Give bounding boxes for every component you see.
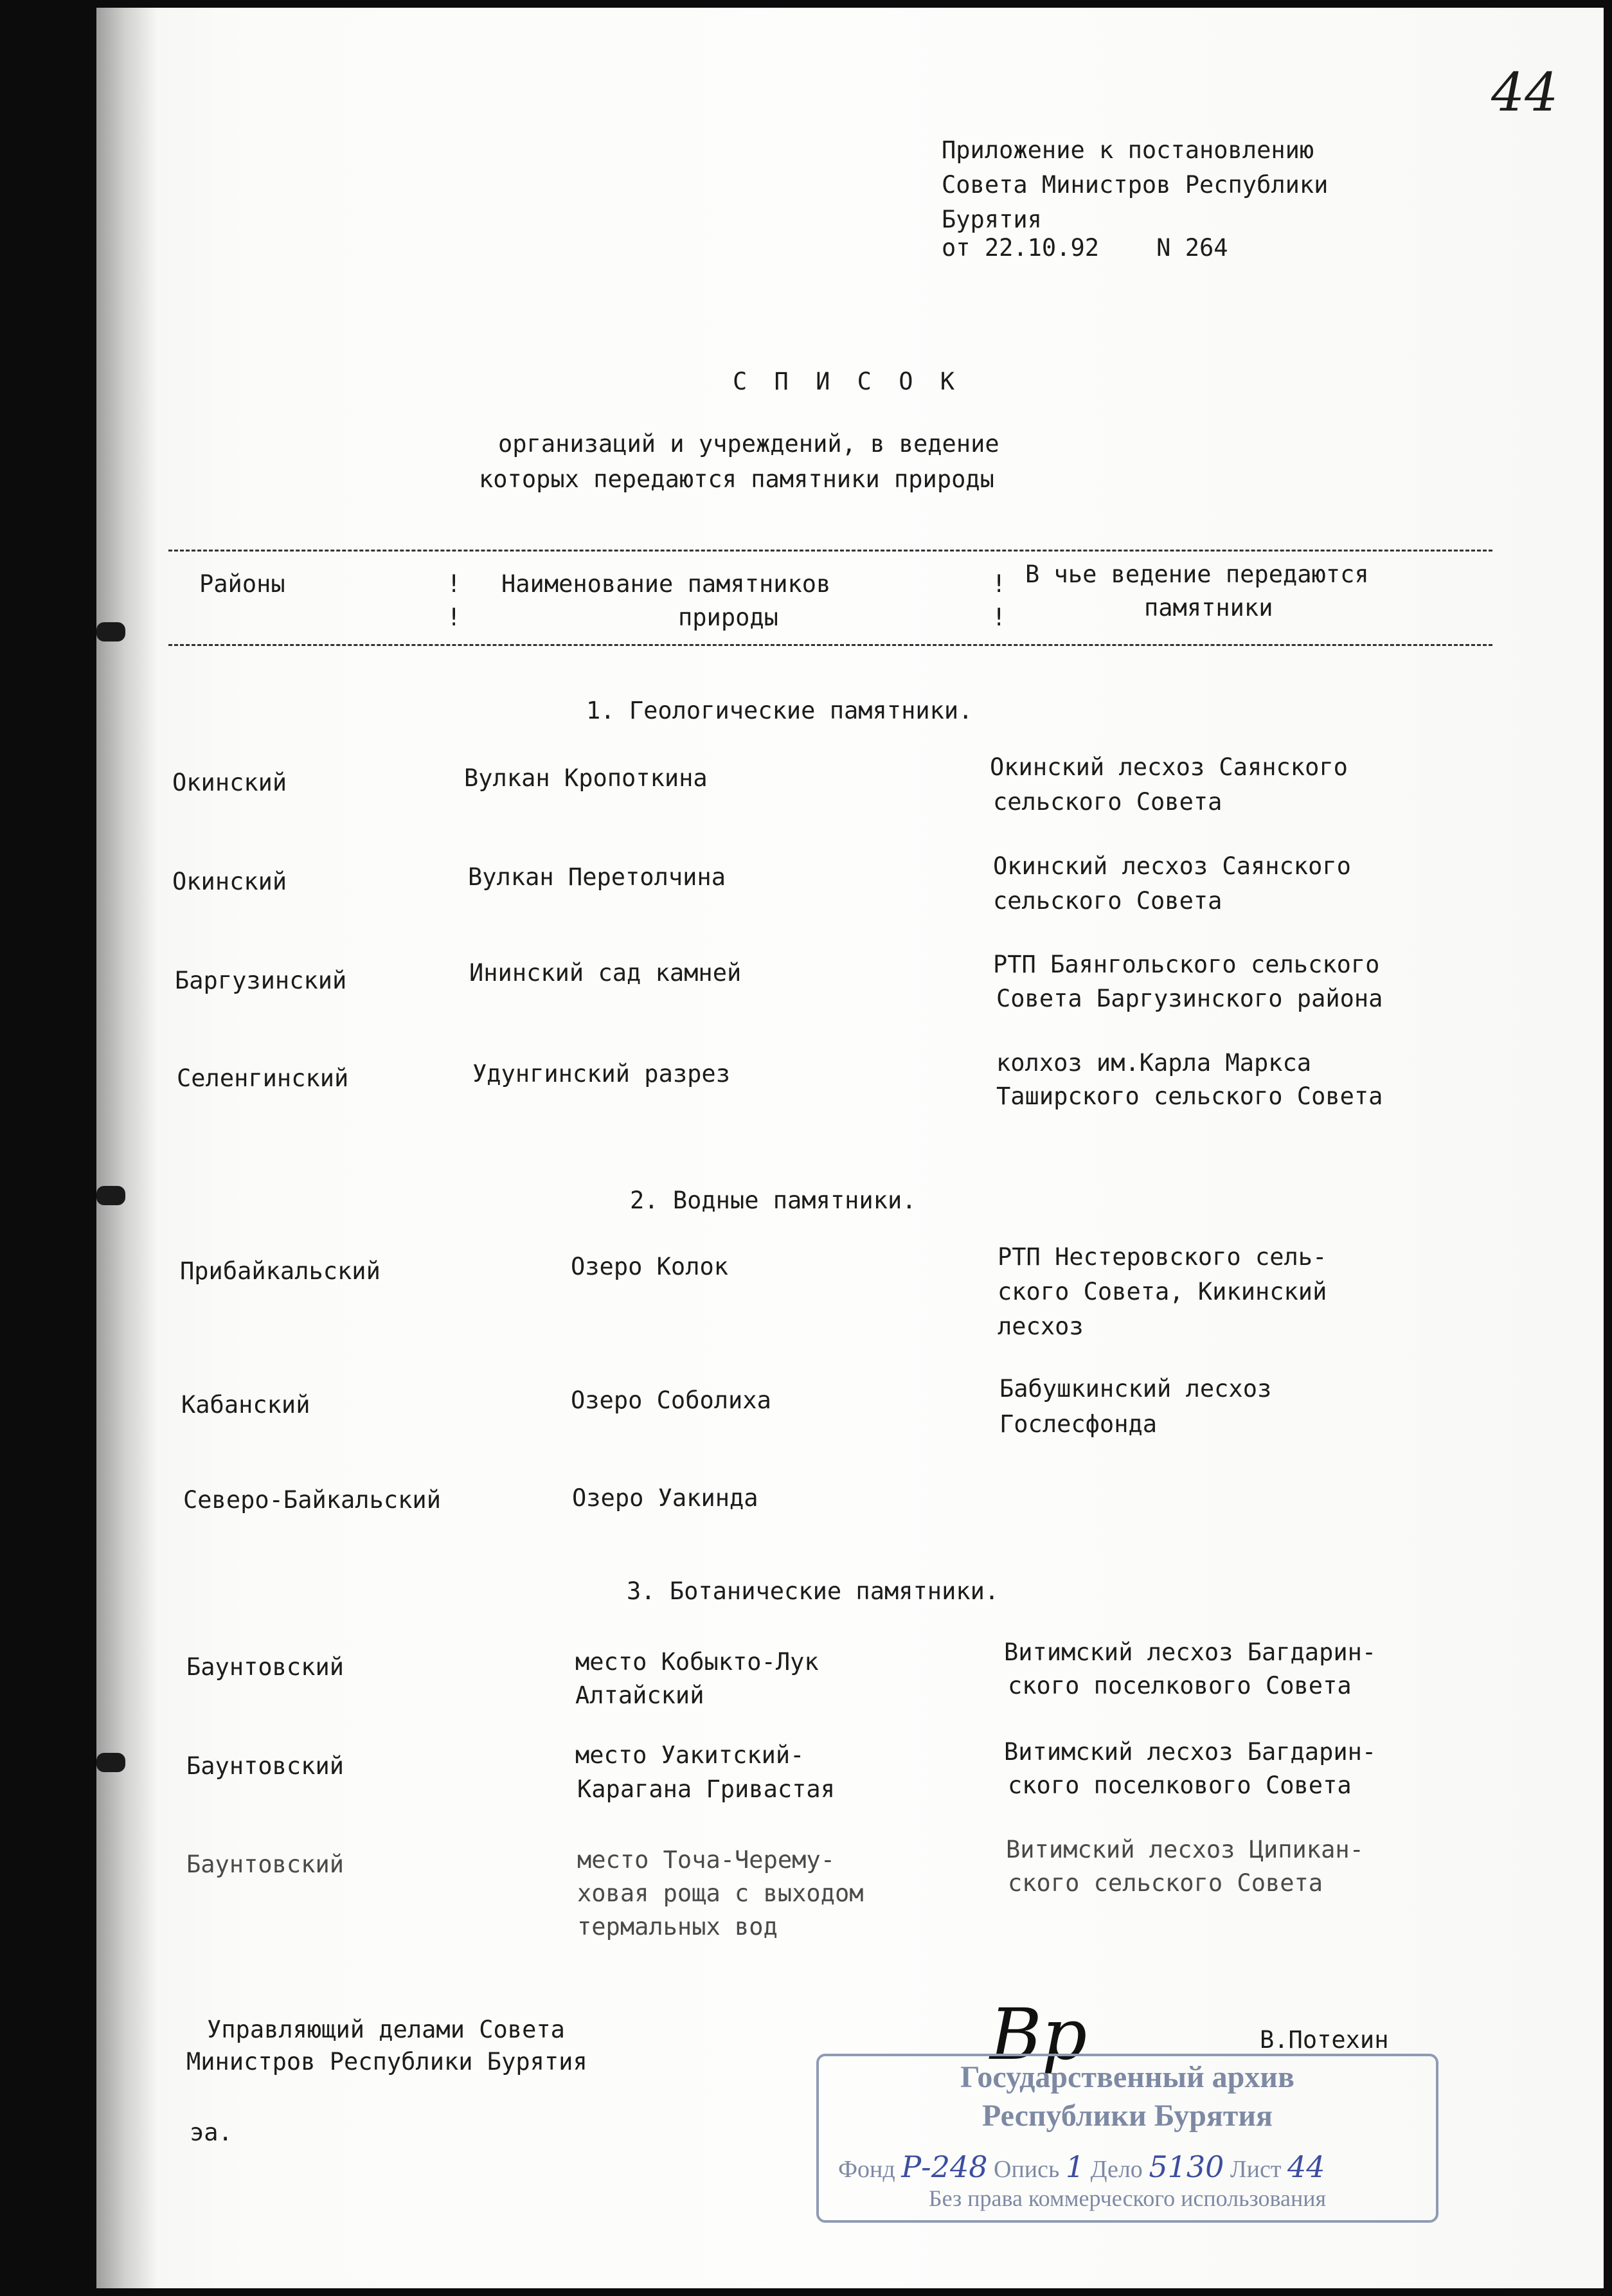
- stamp-list-label: Лист: [1230, 2156, 1282, 2183]
- binding-ring: [96, 1186, 125, 1205]
- district-cell: Баунтовский: [186, 1851, 345, 1878]
- section-title: 3. Ботанические памятники.: [627, 1577, 999, 1605]
- monument-cell: место Кобыкто-Лук: [575, 1648, 819, 1676]
- stamp-delo-value: 5130: [1149, 2149, 1224, 2184]
- appendix-line: Приложение к постановлению: [942, 136, 1314, 164]
- organization-cell: Таширского сельского Совета: [996, 1082, 1383, 1110]
- organization-cell: ского Совета, Кикинский: [998, 1278, 1327, 1305]
- organization-cell: РТП Баянгольского сельского: [993, 951, 1380, 978]
- organization-cell: ского поселкового Совета: [1008, 1771, 1352, 1799]
- organization-cell: Совета Баргузинского района: [996, 985, 1383, 1012]
- header-col-monument: Наименование памятников: [501, 570, 831, 598]
- stamp-reference-row: [838, 2149, 1325, 2184]
- section-title: 1. Геологические памятники.: [586, 697, 973, 724]
- district-cell: Окинский: [172, 769, 287, 796]
- signatory-position: Управляющий делами Совета: [207, 2016, 565, 2043]
- monument-cell: Озеро Уакинда: [572, 1484, 758, 1512]
- monument-cell: Озеро Колок: [571, 1253, 729, 1280]
- stamp-fond-label: Фонд: [838, 2156, 895, 2183]
- monument-cell: Удунгинский разрез: [472, 1060, 730, 1088]
- monument-cell: место Уакитский-: [575, 1741, 805, 1769]
- stamp-usage-note: Без права коммерческого использования: [928, 2185, 1327, 2211]
- monument-cell: место Точа-Черему-: [577, 1846, 835, 1874]
- organization-cell: Бабушкинский лесхоз: [999, 1375, 1272, 1403]
- monument-cell: Озеро Соболиха: [571, 1386, 771, 1414]
- typist-initials: эа.: [190, 2119, 233, 2146]
- district-cell: Баунтовский: [186, 1752, 345, 1780]
- stamp-delo-label: Дело: [1090, 2156, 1143, 2183]
- organization-cell: лесхоз: [998, 1313, 1084, 1340]
- section-title: 2. Водные памятники.: [630, 1187, 917, 1214]
- monument-cell: Карагана Гривастая: [577, 1775, 835, 1803]
- organization-cell: Витимский лесхоз Багдарин-: [1004, 1738, 1377, 1766]
- page-binding-shadow: [96, 8, 157, 2288]
- organization-cell: РТП Нестеровского сель-: [998, 1243, 1327, 1271]
- organization-cell: Окинский лесхоз Саянского: [990, 753, 1348, 781]
- header-col-monument: природы: [678, 604, 778, 631]
- header-separator: !: [447, 570, 461, 598]
- organization-cell: колхоз им.Карла Маркса: [996, 1049, 1312, 1077]
- document-subtitle: которых передаются памятники природы: [479, 465, 994, 493]
- handwritten-signature: Вр: [990, 1993, 1088, 2076]
- organization-cell: сельского Совета: [993, 887, 1222, 915]
- header-separator: !: [992, 570, 1007, 598]
- table-rule: [168, 644, 1492, 646]
- signatory-name: В.Потехин: [1260, 2026, 1389, 2054]
- organization-cell: Витимский лесхоз Ципикан-: [1006, 1836, 1364, 1863]
- binding-ring: [96, 622, 125, 641]
- appendix-line: Бурятия: [942, 206, 1042, 233]
- monument-cell: Ининский сад камней: [469, 959, 742, 987]
- header-col-organization: памятники: [1144, 594, 1273, 622]
- header-col-district: Районы: [199, 570, 285, 598]
- organization-cell: Витимский лесхоз Багдарин-: [1004, 1638, 1377, 1666]
- district-cell: Северо-Байкальский: [183, 1486, 441, 1514]
- monument-cell: термальных вод: [577, 1913, 778, 1941]
- signatory-position: Министров Республики Бурятия: [186, 2048, 587, 2076]
- organization-cell: сельского Совета: [993, 788, 1222, 816]
- district-cell: Баргузинский: [175, 967, 347, 994]
- appendix-line: Совета Министров Республики: [942, 171, 1329, 199]
- stamp-fond-value: Р-248: [901, 2149, 988, 2184]
- document-page: [96, 8, 1604, 2288]
- stamp-archive-name: Государственный архив: [960, 2060, 1294, 2094]
- district-cell: Прибайкальский: [180, 1257, 381, 1285]
- monument-cell: Вулкан Кропоткина: [464, 764, 708, 792]
- district-cell: Баунтовский: [186, 1653, 345, 1681]
- organization-cell: ского сельского Совета: [1008, 1869, 1323, 1897]
- header-col-organization: В чье ведение передаются: [1025, 561, 1369, 588]
- binding-ring: [96, 1753, 125, 1772]
- district-cell: Кабанский: [181, 1391, 310, 1419]
- document-title: С П И С О К: [733, 368, 962, 395]
- district-cell: Окинский: [172, 868, 287, 895]
- stamp-opis-value: 1: [1065, 2149, 1085, 2184]
- appendix-line: от 22.10.92 N 264: [942, 234, 1228, 262]
- monument-cell: Вулкан Перетолчина: [468, 863, 726, 891]
- header-separator: !: [992, 604, 1007, 631]
- archive-stamp: [816, 2054, 1438, 2223]
- stamp-republic: Республики Бурятия: [981, 2099, 1273, 2133]
- table-rule: [168, 550, 1492, 552]
- organization-cell: Гослесфонда: [999, 1410, 1158, 1438]
- header-separator: !: [447, 604, 461, 631]
- stamp-opis-label: Опись: [994, 2156, 1060, 2183]
- page-number: 44: [1491, 62, 1559, 123]
- monument-cell: ховая роща с выходом: [577, 1879, 864, 1907]
- stamp-list-value: 44: [1287, 2149, 1325, 2184]
- document-subtitle: организаций и учреждений, в ведение: [498, 430, 999, 458]
- organization-cell: Окинский лесхоз Саянского: [993, 852, 1351, 880]
- monument-cell: Алтайский: [575, 1682, 704, 1709]
- district-cell: Селенгинский: [177, 1064, 349, 1092]
- organization-cell: ского поселкового Совета: [1008, 1672, 1352, 1700]
